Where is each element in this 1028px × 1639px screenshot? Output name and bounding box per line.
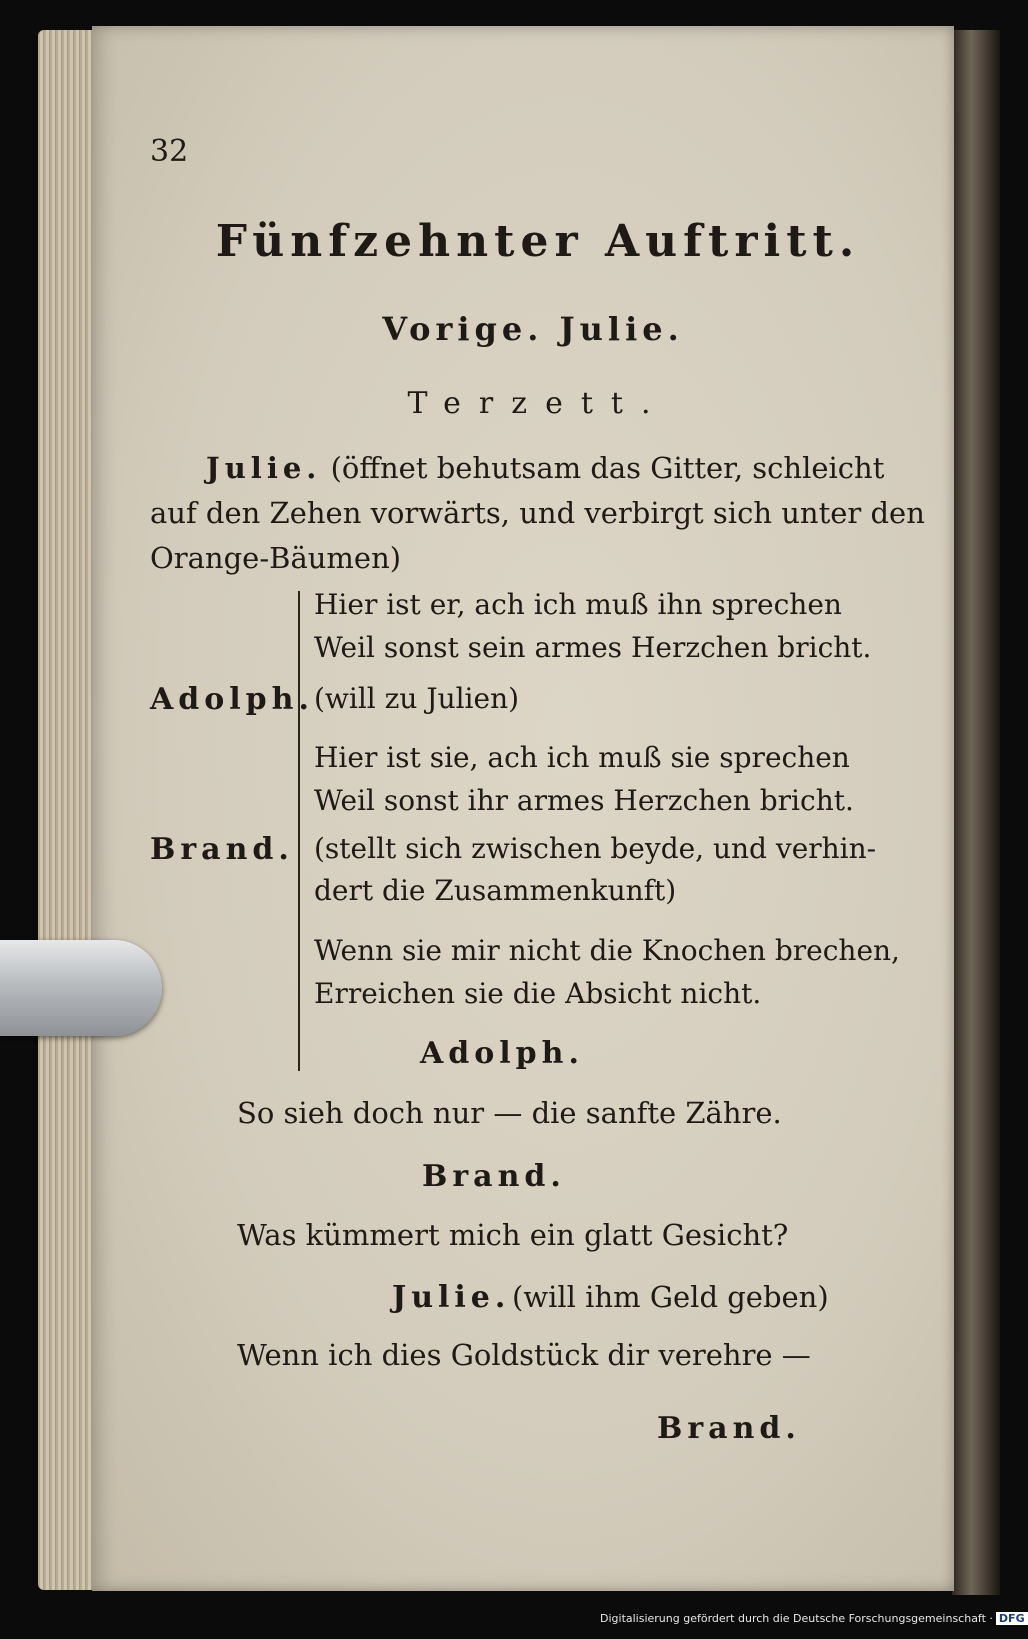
direction-text: (öffnet behutsam das Gitter, schleicht auf den Zehen vorwärts, und verbirgt sich unter den Orange-Bäumen): [150, 451, 925, 575]
page-holder-clip: [0, 940, 162, 1036]
digitization-credit: [600, 1612, 1028, 1625]
stage-direction: [150, 446, 940, 581]
brand-lyric-2: Erreichen sie die Absicht nicht.: [314, 977, 762, 1010]
speaker-julie: Julie.: [392, 1280, 511, 1315]
speaker-brand-3: Brand.: [657, 1411, 801, 1446]
speaker-adolph: Adolph.: [150, 682, 314, 717]
adolph-line: So sieh doch nur — die sanfte Zähre.: [237, 1096, 782, 1130]
scene-characters: Vorige. Julie.: [382, 310, 684, 348]
speaker-brand: Brand.: [150, 832, 294, 867]
adolph-lyric-1: Hier ist sie, ach ich muß sie sprechen: [314, 741, 850, 774]
julie-direction: (will ihm Geld geben): [512, 1280, 829, 1314]
julie-line: Wenn ich dies Goldstück dir verehre —: [237, 1338, 811, 1372]
terzett-brace: [298, 591, 308, 1071]
credit-text: Digitalisierung gefördert durch die Deutsche Forschungsgemeinschaft ·: [600, 1612, 993, 1625]
speaker-brand-2: Brand.: [422, 1159, 566, 1194]
brand-direction-1: (stellt sich zwischen beyde, und verhin-: [314, 832, 877, 865]
direction-speaker: Julie.: [206, 451, 322, 485]
next-page-edge: [952, 30, 1000, 1595]
page-number: 32: [150, 134, 189, 169]
section-heading: Terzett.: [407, 386, 669, 421]
book-page: [92, 26, 954, 1591]
dfg-logo-icon: DFG: [996, 1612, 1028, 1625]
brand-line: Was kümmert mich ein glatt Gesicht?: [237, 1218, 789, 1252]
julie-lyric-2: Weil sonst sein armes Herzchen bricht.: [314, 631, 872, 664]
brand-direction-2: dert die Zusammenkunft): [314, 874, 677, 907]
julie-lyric-1: Hier ist er, ach ich muß ihn sprechen: [314, 588, 842, 621]
adolph-lyric-2: Weil sonst ihr armes Herzchen bricht.: [314, 784, 854, 817]
scene-title: Fünfzehnter Auftritt.: [215, 216, 861, 267]
brand-lyric-1: Wenn sie mir nicht die Knochen brechen,: [314, 934, 900, 967]
speaker-adolph-2: Adolph.: [420, 1036, 584, 1071]
adolph-direction: (will zu Julien): [314, 682, 520, 715]
